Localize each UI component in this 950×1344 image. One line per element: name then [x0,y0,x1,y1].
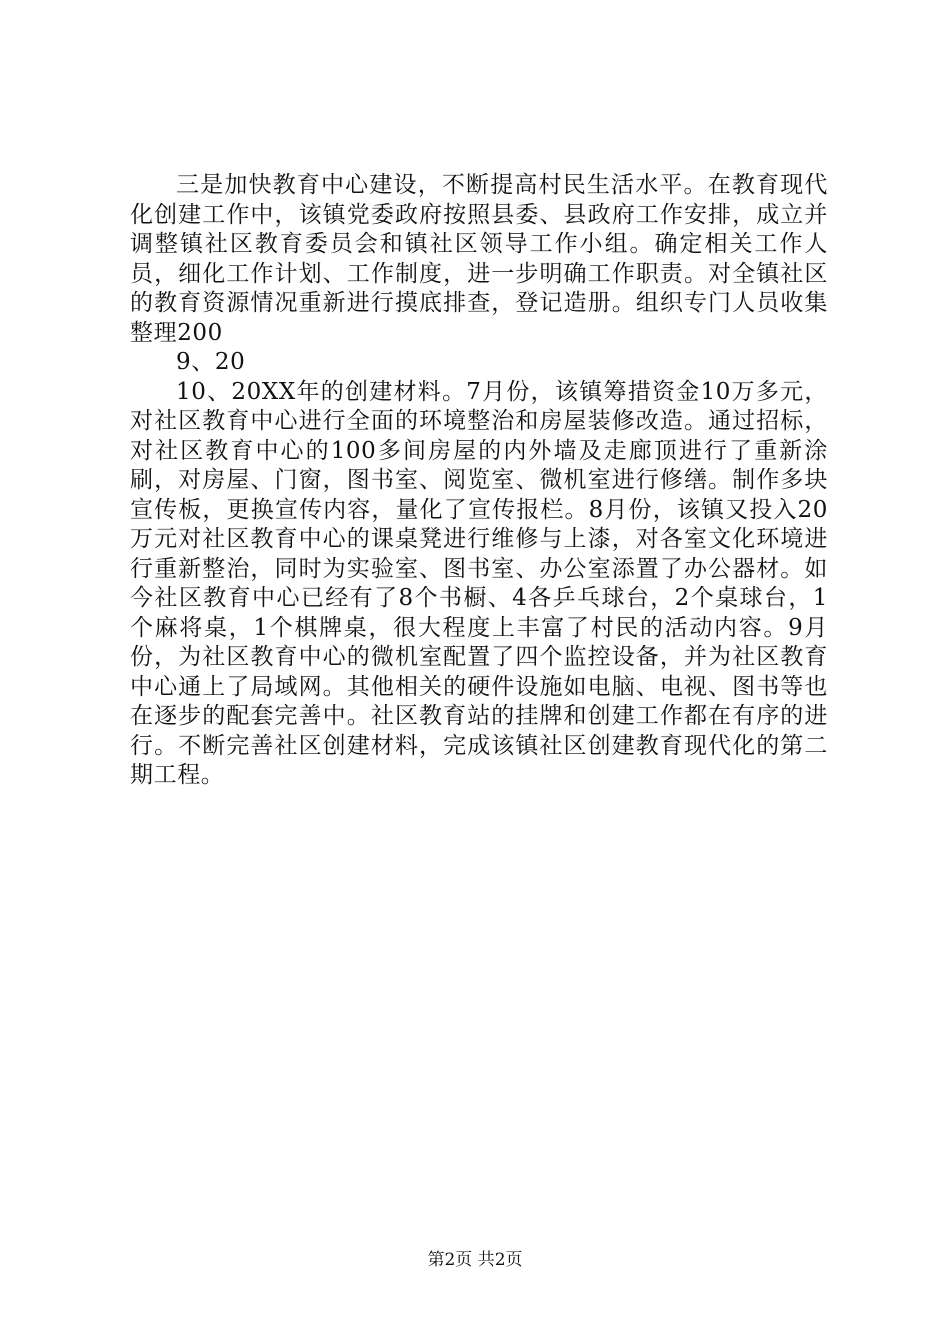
paragraph-renovation: 10、20XX年的创建材料。7月份，该镇筹措资金10万多元，对社区教育中心进行全面的环境整治和房屋装修改造。通过招标，对社区教育中心的100多间房屋的内外墙及走廊顶进行了重新涂刷，对房屋、门窗，图书室、阅览室、微机室进行修缮。制作多块宣传板，更换宣传内容，量化了宣传报栏。8月份，该镇又投入20万元对社区教育中心的课桌凳进行维修与上漆，对各室文化环境进行重新整治，同时为实验室、图书室、办公室添置了办公器材。如今社区教育中心已经有了8个书橱、4各乒乓球台，2个桌球台，1个麻将桌，1个棋牌桌，很大程度上丰富了村民的活动内容。9月份，为社区教育中心的微机室配置了四个监控设备，并为社区教育中心通上了局域网。其他相关的硬件设施如电脑、电视、图书等也在逐步的配套完善中。社区教育站的挂牌和创建工作都在有序的进行。不断完善社区创建材料，完成该镇社区创建教育现代化的第二期工程。 [130,378,828,788]
paragraph-date-fragment: 9、20 [176,349,246,375]
page-number-footer: 第2页 共2页 [427,1250,523,1270]
paragraph-education-center: 三是加快教育中心建设，不断提高村民生活水平。在教育现代化创建工作中，该镇党委政府按照县委、县政府工作安排，成立并调整镇社区教育委员会和镇社区领导工作小组。确定相关工作人员，细化工作计划、工作制度，进一步明确工作职责。对全镇社区的教育资源情况重新进行摸底排查，登记造册。组织专门人员收集整理200 [130,172,828,346]
document-body [130,171,828,791]
